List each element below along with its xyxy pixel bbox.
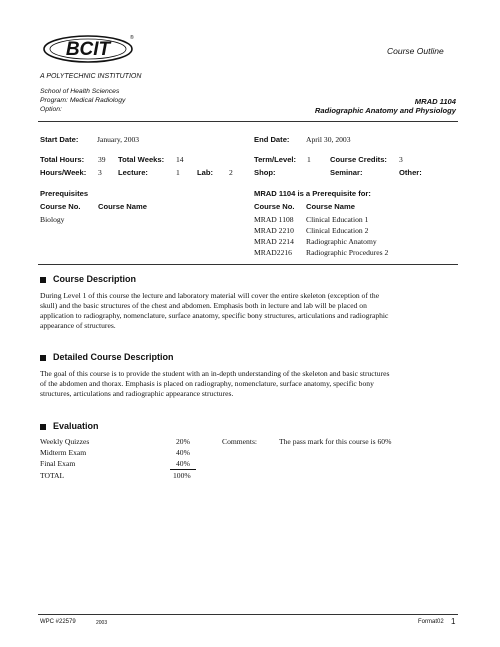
bullet-square-icon (40, 277, 46, 283)
lab-value: 2 (229, 168, 233, 177)
prereq-item-name: Biology (40, 215, 65, 224)
end-date-label: End Date: (254, 135, 290, 144)
start-date-value: January, 2003 (97, 135, 140, 144)
total-hours-value: 39 (98, 155, 106, 164)
prereq-for-name: Radiographic Anatomy (306, 237, 377, 246)
prereq-col-name: Course Name (98, 202, 147, 211)
evaluation-pct: 100% (173, 471, 191, 480)
end-date-value: April 30, 2003 (306, 135, 351, 144)
bcit-logo (40, 28, 140, 70)
course-code: MRAD 1104 (414, 97, 456, 106)
prereq-for-name: Radiographic Procedures 2 (306, 248, 389, 257)
prereq-for-no: MRAD 2214 (254, 237, 294, 246)
total-weeks-value: 14 (176, 155, 184, 164)
footer-left-small: 2003 (96, 620, 108, 626)
comments-label: Comments: (222, 437, 258, 446)
course-description-line: appearance of structures. (40, 321, 116, 330)
hours-week-label: Hours/Week: (40, 168, 87, 177)
prereq-for-name: Clinical Education 2 (306, 226, 369, 235)
course-description-title: Course Description (53, 274, 137, 284)
svg-text:®: ® (130, 35, 134, 41)
evaluation-pct: 40% (176, 448, 190, 457)
term-level-value: 1 (307, 155, 311, 164)
start-date-label: Start Date: (40, 135, 79, 144)
prereq-for-no: MRAD 1108 (254, 215, 294, 224)
lab-label: Lab: (197, 168, 214, 177)
hours-week-value: 3 (98, 168, 102, 177)
footer-divider (38, 614, 458, 615)
program-name: Program: Medical Radiology (40, 97, 126, 104)
shop-label: Shop: (254, 168, 276, 177)
evaluation-item: Midterm Exam (40, 448, 87, 457)
course-description-line: skull) and the basic structures of the chest and abdomen. Emphasis both in lecture and lab will be placed on (40, 301, 367, 310)
term-level-label: Term/Level: (254, 155, 297, 164)
course-credits-label: Course Credits: (330, 155, 387, 164)
option-label: Option: (40, 106, 62, 113)
prereq-for-col-no: Course No. (254, 202, 295, 211)
total-underline (170, 469, 196, 470)
divider (38, 264, 458, 265)
prereq-col-no: Course No. (40, 202, 81, 211)
footer-left: WPC #22579 (40, 619, 76, 625)
school-name: School of Health Sciences (40, 88, 120, 95)
course-title: Radiographic Anatomy and Physiology (314, 106, 456, 115)
course-description-line: During Level 1 of this course the lecture and laboratory material will cover the entire skeleton (exception of the (40, 291, 380, 300)
prereq-for-name: Clinical Education 1 (306, 215, 369, 224)
course-description-line: application to radiography, nomenclature, surface anatomy, specific bony structures, articulations and radiographic (40, 311, 389, 320)
prereq-for-no: MRAD2216 (254, 248, 292, 257)
lecture-label: Lecture: (118, 168, 148, 177)
other-label: Other: (399, 168, 422, 177)
evaluation-pct: 40% (176, 459, 190, 468)
page-number: 1 (451, 617, 456, 626)
detailed-description-line: structures, articulations and radiographic appearance structures. (40, 389, 234, 398)
total-weeks-label: Total Weeks: (118, 155, 165, 164)
evaluation-item: Weekly Quizzes (40, 437, 90, 446)
total-hours-label: Total Hours: (40, 155, 85, 164)
detailed-description-line: The goal of this course is to provide the student with an in-depth understanding of the skeleton and basic structures (40, 369, 390, 378)
comments-value: The pass mark for this course is 60% (279, 437, 392, 446)
evaluation-item: TOTAL (40, 471, 65, 480)
detailed-description-line: of the abdomen and thorax. Emphasis is placed on radiography, nomenclature, surface anatomy, specific bony (40, 379, 374, 388)
prereq-for-col-name: Course Name (306, 202, 355, 211)
prereq-for-no: MRAD 2210 (254, 226, 294, 235)
footer-right: Format02 (418, 619, 444, 625)
seminar-label: Seminar: (330, 168, 363, 177)
divider (38, 121, 458, 122)
doc-type: Course Outline (387, 46, 444, 56)
course-credits-value: 3 (399, 155, 403, 164)
evaluation-title: Evaluation (53, 421, 99, 431)
evaluation-item: Final Exam (40, 459, 76, 468)
evaluation-pct: 20% (176, 437, 190, 446)
bullet-square-icon (40, 355, 46, 361)
lecture-value: 1 (176, 168, 180, 177)
svg-text:BCIT: BCIT (65, 39, 111, 60)
bullet-square-icon (40, 424, 46, 430)
prerequisites-title: Prerequisites (40, 189, 89, 198)
tagline: A POLYTECHNIC INSTITUTION (40, 73, 142, 80)
detailed-description-title: Detailed Course Description (53, 352, 174, 362)
prereq-for-title: MRAD 1104 is a Prerequisite for: (254, 189, 371, 198)
